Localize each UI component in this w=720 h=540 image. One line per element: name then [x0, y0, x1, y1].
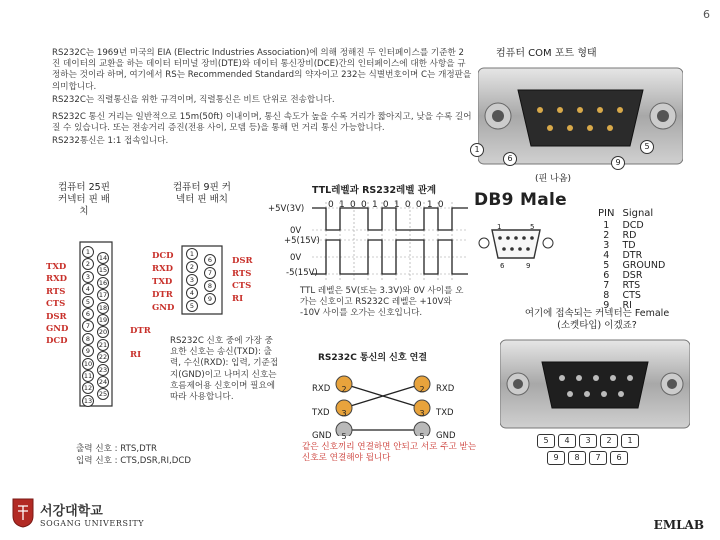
pin-signal: GROUND [622, 260, 666, 271]
pin-signal: TD [622, 240, 636, 251]
connector-pin: 7 [204, 267, 216, 279]
pin-number: 7 [603, 280, 610, 291]
pin-number: 6 [603, 270, 610, 281]
connector-pin: 25 [98, 390, 108, 399]
signal-label: DTR [152, 290, 173, 300]
connector-pin: 19 [98, 316, 108, 324]
table-row [598, 291, 673, 301]
pin-signal: RI [622, 300, 632, 311]
female-pin: 6 [610, 451, 628, 465]
pin-signal: DCD [622, 220, 644, 231]
connector-pin: 1 [82, 246, 94, 258]
signal-label: TXD [312, 407, 330, 418]
female-pin: 3 [579, 434, 597, 448]
signal-label: RI [232, 293, 244, 304]
pin-badge: 3 [341, 408, 347, 418]
shell-pin-9: 9 [526, 262, 531, 270]
pin-signal: DTR [622, 250, 643, 261]
pin-number: 1 [603, 220, 610, 231]
pin-badge: 5 [341, 432, 347, 441]
female-pin: 2 [600, 434, 618, 448]
levels-note: TTL 레벨은 5V(또는 3.3V)와 0V 사이를 오가는 신호이고 RS232C 레벨은 +10V와 -10V 사이를 오가는 신호입니다. [300, 286, 464, 319]
db9-shell-diagram [476, 216, 556, 286]
connector-pin: 24 [98, 378, 108, 386]
callout-pin-1: 1 [470, 143, 484, 157]
female-pin: 4 [558, 434, 576, 448]
connector-pin: 20 [98, 328, 108, 337]
connector25-heading: 컴퓨터 25핀 커넥터 핀 배치 [58, 182, 110, 217]
page-number: 6 [703, 8, 710, 21]
signal-header: Signal [622, 208, 654, 219]
pin-number: 4 [603, 250, 610, 261]
pin-badge: 5 [419, 432, 425, 441]
crossover-note: 같은 신호끼리 연결하면 안되고 서로 주고 받는 신호로 연결해야 됩니다 [302, 442, 477, 463]
callout-pin-5: 5 [640, 140, 654, 154]
signal-label: RXD [152, 264, 174, 274]
pin-badge: 3 [419, 408, 425, 418]
logo-english: SOGANG UNIVERSITY [40, 519, 145, 528]
male-caption: (핀 나옴) [535, 174, 571, 184]
com-port-title: 컴퓨터 COM 포트 형태 [496, 48, 597, 59]
connector-pin: 6 [204, 254, 216, 266]
connector25-left-labels [46, 261, 68, 348]
connector-pin: 9 [204, 293, 216, 305]
signal-label: RTS [46, 286, 66, 297]
connector-pin: 8 [204, 280, 216, 292]
signal-label: RXD [46, 274, 68, 285]
connector-pin: 23 [98, 365, 108, 374]
intro-para-3: RS232통신은 1:1 접속입니다. [52, 136, 169, 147]
levels-title: TTL레벨과 RS232레벨 관계 [312, 185, 437, 196]
pin-signal: DSR [622, 270, 643, 281]
connector-pin: 21 [98, 340, 108, 349]
university-crest-icon [12, 498, 34, 528]
connector-pin: 7 [82, 320, 94, 332]
connector25-label-dtr: DTR [130, 326, 151, 336]
pin-number: 9 [603, 300, 610, 311]
rs-low-label: -5(15V) [286, 268, 318, 278]
connector9-right-labels [232, 255, 253, 305]
connector-pin: 9 [82, 345, 94, 357]
footer-label: EMLAB [653, 518, 704, 532]
female-top-row [537, 434, 639, 448]
connector-pin: 18 [98, 303, 108, 312]
signal-label: TXD [436, 407, 454, 418]
ttl-high-label: +5V(3V) [268, 204, 305, 214]
signal-label: GND [46, 324, 69, 335]
db9-pin-table [598, 208, 673, 311]
crossover-right-labels [436, 378, 456, 449]
callout-pin-6: 6 [503, 152, 517, 166]
signal-label: GND [312, 431, 332, 441]
female-pin: 5 [537, 434, 555, 448]
connector-pin: 14 [98, 254, 108, 262]
signal-label: DCD [152, 251, 174, 261]
female-bottom-row [547, 451, 628, 465]
signal-label: DSR [46, 311, 67, 322]
pin-signal: RD [622, 230, 637, 241]
connector-pin: 2 [186, 261, 198, 273]
shell-pin-5: 5 [530, 223, 535, 231]
pin-number: 3 [603, 240, 610, 251]
connector-pin: 5 [186, 300, 198, 312]
pin-signal: CTS [622, 290, 641, 301]
female-pin: 1 [621, 434, 639, 448]
connector-pin: 10 [83, 359, 93, 368]
connector-pin: 4 [186, 287, 198, 299]
signal-label: TXD [46, 262, 67, 272]
shell-pin-6: 6 [500, 262, 505, 270]
signal-label: DCD [46, 336, 68, 347]
female-pin: 7 [589, 451, 607, 465]
connector-pin: 3 [82, 271, 94, 283]
intro-para-1-extra: RS232C는 직렬통신을 위한 규격이며, 직렬통신은 비트 단위로 전송합니다. [52, 94, 335, 105]
pin-badge: 2 [341, 385, 347, 394]
connector-pin: 15 [98, 266, 108, 275]
connector-pin: 5 [82, 296, 94, 308]
db9-male-title: DB9 Male [474, 190, 567, 210]
callout-pin-9: 9 [611, 156, 625, 170]
pin-header: PIN [598, 208, 615, 219]
connector-pin: 11 [83, 372, 93, 380]
signal-label: GND [152, 303, 175, 313]
female-note: 여기에 접속되는 커넥터는 Female (소켓타입) 이겠죠? [524, 308, 670, 331]
signals-note: RS232C 신호 중에 가장 중요한 신호는 송신(TXD): 출력, 수신(RXD): 입력, 기준접지(GND)이고 나머지 신호는 흐름제어용 신호이며 필요에 따라 사용합니다. [170, 336, 279, 403]
connector-pin: 2 [82, 258, 94, 270]
intro-para-2: RS232C 통신 거리는 일반적으로 15m(50ft) 이내이며, 통신 속도가 높을 수록 거리가 짧아지고, 낮을 수록 길어질 수 있습니다. 또는 전송거리 증진(전용 사이, 모뎀 등)을 통해 먼 거리 통신 가능합니다. [52, 112, 472, 134]
connector-pin: 3 [186, 274, 198, 286]
levels-bits: 0 1 0 0 1 0 1 0 0 1 0 [328, 200, 445, 210]
connector-pin: 16 [98, 278, 108, 287]
signal-label: GND [436, 431, 456, 441]
connector-pin: 12 [83, 384, 93, 393]
pin-number: 5 [603, 260, 610, 271]
intro-text [52, 48, 472, 154]
pin-number: 2 [603, 230, 610, 241]
signal-label: DSR [232, 256, 253, 266]
connector9-left-labels [152, 250, 174, 315]
output-signals: 출력 신호 : RTS,DTR [76, 444, 157, 454]
crossover-left-pins [340, 378, 348, 449]
female-pin: 9 [547, 451, 565, 465]
signal-label: RXD [312, 384, 331, 394]
ttl-low-label: 0V [290, 226, 302, 236]
connector9-heading: 컴퓨터 9핀 커넥터 핀 배치 [173, 182, 231, 205]
crossover-left-labels [312, 378, 332, 449]
connector-pin: 1 [186, 248, 198, 260]
intro-para-1: RS232C는 1969년 미국의 EIA (Electric Industries Association)에 의해 정해진 두 인터페이스를 기준한 2진 데이터의 교환을 하는 데이터 터미널 장비(DTE)와 데이터 통신장비(DCE)간의 인터페이스에 대한 사항을 규정하는 것이라 하며, 여기에서 RS는 Recommended Standard의 약자이고 232는 식별번호이며 C는 개정판을 의미합니다. [52, 48, 472, 92]
female-pin: 8 [568, 451, 586, 465]
signal-label: RTS [232, 268, 252, 279]
connector-pin: 8 [82, 333, 94, 345]
signal-label: CTS [46, 299, 66, 310]
connector-pin: 4 [82, 283, 94, 295]
connector-pin: 17 [98, 291, 108, 300]
signal-label: TXD [152, 277, 173, 287]
rs-high-label: +5(15V) [284, 236, 320, 246]
signal-label: CTS [232, 281, 252, 292]
levels-waveform [312, 202, 468, 282]
input-signals: 입력 신호 : CTS,DSR,RI,DCD [76, 456, 191, 466]
signal-label: RXD [436, 384, 455, 394]
connector-pin: 6 [82, 308, 94, 320]
crossover-right-pins [418, 378, 426, 449]
connector-pin: 13 [83, 396, 93, 405]
crossover-title: RS232C 통신의 신호 연결 [318, 353, 428, 363]
connector-pin: 22 [98, 353, 108, 362]
shell-pin-1: 1 [497, 223, 502, 231]
pin-number: 8 [603, 290, 610, 301]
pin-signal: RTS [622, 280, 641, 291]
rs-mid-label: 0V [290, 253, 302, 263]
db9-female-photo [500, 334, 690, 434]
logo-korean: 서강대학교 [40, 504, 103, 519]
connector25-label-ri: RI [130, 350, 142, 360]
pin-badge: 2 [419, 385, 425, 394]
